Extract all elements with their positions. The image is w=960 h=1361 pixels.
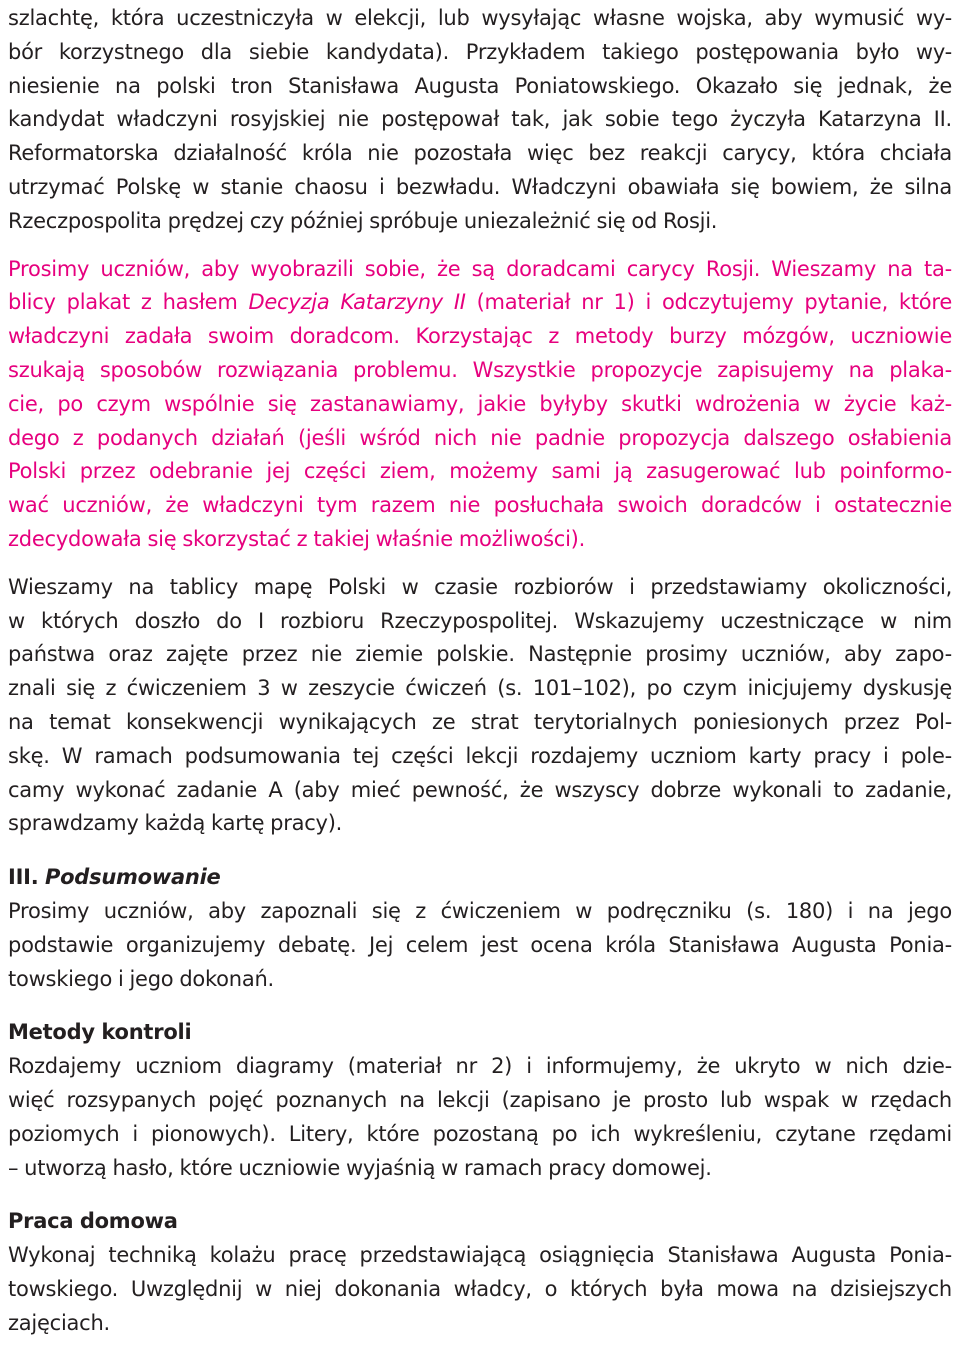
text-line: państwa oraz zajęte przez nie ziemie polskie. Następnie prosimy uczniów, aby zapo- (8, 642, 952, 667)
text-line: utrzymać Polskę w stanie chaosu i bezwładu. Władczyni obawiała się bowiem, że silna (8, 174, 952, 199)
text-line: szlachtę, która uczestniczyła w elekcji, lub wysyłając własne wojska, aby wymusić wy- (8, 6, 952, 30)
text-line: Polski przez odebranie jej części ziem, możemy sami ją zasugerować lub poinformo- (8, 459, 952, 484)
text-line: podstawie organizujemy debatę. Jej celem jest ocena króla Stanisława Augusta Ponia- (8, 932, 952, 957)
text-line: camy wykonać zadanie A (aby mieć pewność, że wszyscy dobrze wykonali to zadanie, (8, 777, 952, 802)
text-line: towskiego i jego dokonań. (8, 966, 274, 991)
text-line: Prosimy uczniów, aby wyobrazili sobie, że są doradcami carycy Rosji. Wieszamy na ta- (8, 256, 952, 281)
text-line: na temat konsekwencji wynikających ze strat terytorialnych poniesionych przez Pol- (8, 709, 952, 734)
text-line: więć rozsypanych pojęć poznanych na lekcji (zapisano je prosto lub wspak w rzędach (8, 1087, 952, 1112)
text-line: kandydat władczyni rosyjskiej nie postępował tak, jak sobie tego życzyła Katarzyna II. (8, 107, 952, 132)
paragraph-intro (8, 2, 952, 239)
section-heading: Metody kontroli (8, 1020, 192, 1045)
text-line: poziomych i pionowych). Litery, które pozostaną po ich wykreśleniu, czytane rzędami (8, 1121, 952, 1146)
text-line: Wieszamy na tablicy mapę Polski w czasie rozbiorów i przedstawiamy okoliczności, (8, 574, 952, 599)
text-line: wać uczniów, że władczyni tym razem nie posłuchała swoich doradców i ostatecznie (8, 493, 952, 518)
paragraph-activity-highlighted (8, 253, 952, 557)
section-summary (8, 861, 952, 996)
section-control-methods (8, 1016, 952, 1185)
text-line: zdecydowała się skorzystać z takiej właśnie możliwości). (8, 526, 586, 551)
text-line: skę. W ramach podsumowania tej części lekcji rozdajemy uczniom karty pracy i pole- (8, 743, 952, 768)
section-homework (8, 1205, 952, 1340)
text-line: Rzeczpospolita prędzej czy później spróbuje uniezależnić się od Rosji. (8, 208, 718, 233)
text-line: znali się z ćwiczeniem 3 w zeszycie ćwiczeń (s. 101–102), po czym inicjujemy dyskusję (8, 676, 952, 701)
poster-title: Decyzja Katarzyny II (248, 290, 466, 315)
text-line: Wykonaj techniką kolażu pracę przedstawiającą osiągnięcia Stanisława Augusta Ponia- (8, 1243, 952, 1268)
text-line: w których doszło do I rozbioru Rzeczypospolitej. Wskazujemy uczestniczące w nim (8, 608, 952, 633)
text-line: towskiego. Uwzględnij w niej dokonania władcy, o których była mowa na dzisiejszych (8, 1276, 952, 1301)
section-heading: Praca domowa (8, 1209, 178, 1234)
text-line-with-title: blicy plakat z hasłem Decyzja Katarzyny II (materiał nr 1) i odczytujemy pytanie, które (8, 290, 953, 315)
section-heading: III. Podsumowanie (8, 865, 221, 890)
text-line: sprawdzamy każdą kartę pracy). (8, 811, 343, 836)
document-page (0, 2, 960, 1340)
text-line: bór korzystnego dla siebie kandydata). Przykładem takiego postępowania było wy- (8, 39, 952, 64)
text-line: szukają sposobów rozwiązania problemu. Wszystkie propozycje zapisujemy na plaka- (8, 357, 952, 382)
text-line: Prosimy uczniów, aby zapoznali się z ćwiczeniem w podręczniku (s. 180) i na jego (8, 898, 952, 923)
text-line: zajęciach. (8, 1310, 110, 1335)
text-line: cie, po czym wspólnie się zastanawiamy, jakie byłyby skutki wdrożenia w życie każ- (8, 391, 952, 416)
text-line: Reformatorska działalność króla nie pozostała więc bez reakcji carycy, która chciała (8, 141, 952, 166)
text-line: władczyni zadała swoim doradcom. Korzystając z metody burzy mózgów, uczniowie (8, 324, 952, 349)
text-line: niesienie na polski tron Stanisława Augusta Poniatowskiego. Okazało się jednak, że (8, 73, 952, 98)
text-line: – utworzą hasło, które uczniowie wyjaśnią w ramach pracy domowej. (8, 1155, 712, 1180)
text-line: Rozdajemy uczniom diagramy (materiał nr 2) i informujemy, że ukryto w nich dzie- (8, 1054, 952, 1079)
text-line: dego z podanych działań (jeśli wśród nich nie padnie propozycja dalszego osłabienia (8, 425, 952, 450)
paragraph-map (8, 571, 952, 841)
